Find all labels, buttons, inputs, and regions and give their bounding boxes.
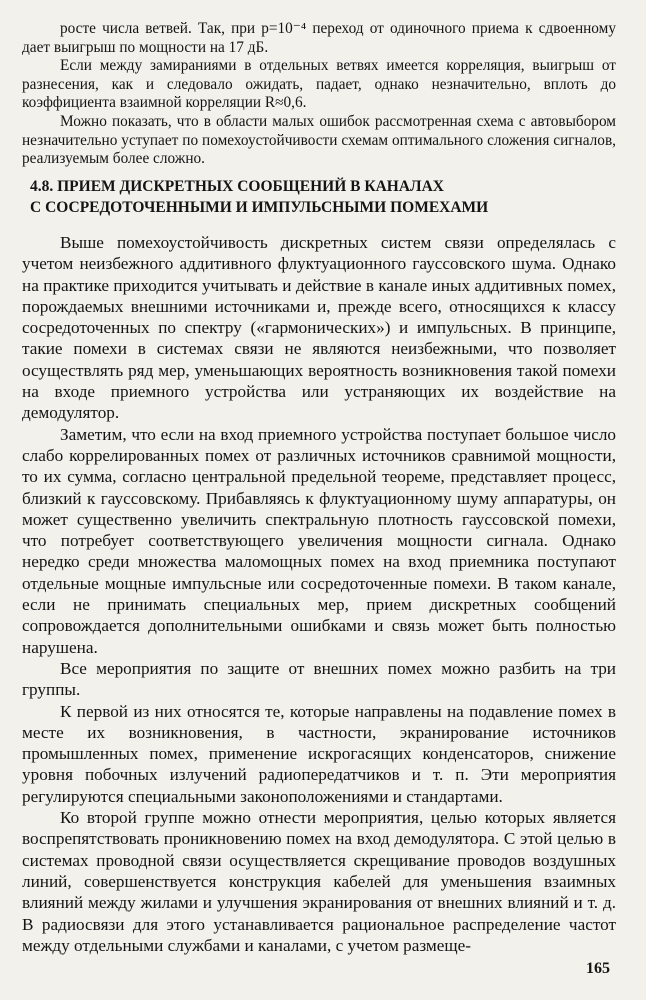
paragraph: Если между замираниями в отдельных ветвях имеется корреляция, выигрыш от разнесения, как и следовало ожидать, падает, однако незначительно, вплоть до коэффициента взаимной корреляции R≈0,6. bbox=[22, 57, 616, 112]
section-heading bbox=[30, 176, 620, 218]
intro-text-block bbox=[22, 20, 616, 169]
paragraph: Все мероприятия по защите от внешних помех можно разбить на три группы. bbox=[22, 658, 616, 700]
page-number: 165 bbox=[586, 960, 610, 977]
section-heading-line: 4.8. ПРИЕМ ДИСКРЕТНЫХ СООБЩЕНИЙ В КАНАЛАХ bbox=[30, 178, 444, 195]
paragraph: Заметим, что если на вход приемного устройства поступает большое число слабо коррелированных помех от различных источников сравнимой мощности, то их сумма, согласно центральной предельной теореме, представляет процесс, близкий к гауссовскому. Прибавляясь к флуктуационному шуму аппаратуры, он может существенно увеличить спектральную плотность гауссовской помехи, что потребует соответствующего увеличения мощности сигнала. Однако нередко среди множества маломощных помех на вход приемника поступают отдельные мощные импульсные или сосредоточенные помехи. В таком канале, если не принимать специальных мер, прием дискретных сообщений сопровождается дополнительными ошибками и связь может быть полностью нарушена. bbox=[22, 424, 616, 657]
body-text-block bbox=[22, 232, 616, 956]
paragraph: К первой из них относятся те, которые направлены на подавление помех в месте их возникновения, в частности, экранирование источников промышленных помех, применение искрогасящих конденсаторов, снижение уровня побочных излучений радиопередатчиков и т. п. Эти мероприятия регулируются специальными законоположениями и стандартами. bbox=[22, 701, 616, 806]
section-heading-line: С СОСРЕДОТОЧЕННЫМИ И ИМПУЛЬСНЫМИ ПОМЕХАМИ bbox=[30, 199, 489, 216]
paragraph: росте числа ветвей. Так, при p=10⁻⁴ переход от одиночного приема к сдвоенному дает выигрыш по мощности на 17 дБ. bbox=[22, 20, 616, 56]
paragraph: Выше помехоустойчивость дискретных систем связи определялась с учетом неизбежного аддитивного флуктуационного гауссовского шума. Однако на практике приходится учитывать и действие в канале иных аддитивных помех, порождаемых внешними источниками и, прежде всего, относящихся к классу сосредоточенных по спектру («гармонических») и импульсных. В принципе, такие помехи в системах связи не являются неизбежными, что позволяет осуществлять ряд мер, уменьшающих вероятность возникновения такой помехи на входе приемного устройства или устраняющих их воздействие на демодулятор. bbox=[22, 233, 616, 423]
paragraph: Ко второй группе можно отнести мероприятия, целью которых является воспрепятствовать проникновению помех на вход демодулятора. С этой целью в системах проводной связи осуществляется скрещивание проводов воздушных линий, совершенствуется конструкция кабелей для уменьшения взаимных влияний между жилами и улучшения экранирования от внешних влияний и т. д. В радиосвязи для этого устанавливается рациональное распределение частот между отдельными службами и каналами, с учетом размеще- bbox=[22, 808, 616, 955]
paragraph: Можно показать, что в области малых ошибок рассмотренная схема с автовыбором незначительно уступает по помехоустойчивости схемам оптимального сложения сигналов, реализуемым более сложно. bbox=[22, 112, 616, 168]
